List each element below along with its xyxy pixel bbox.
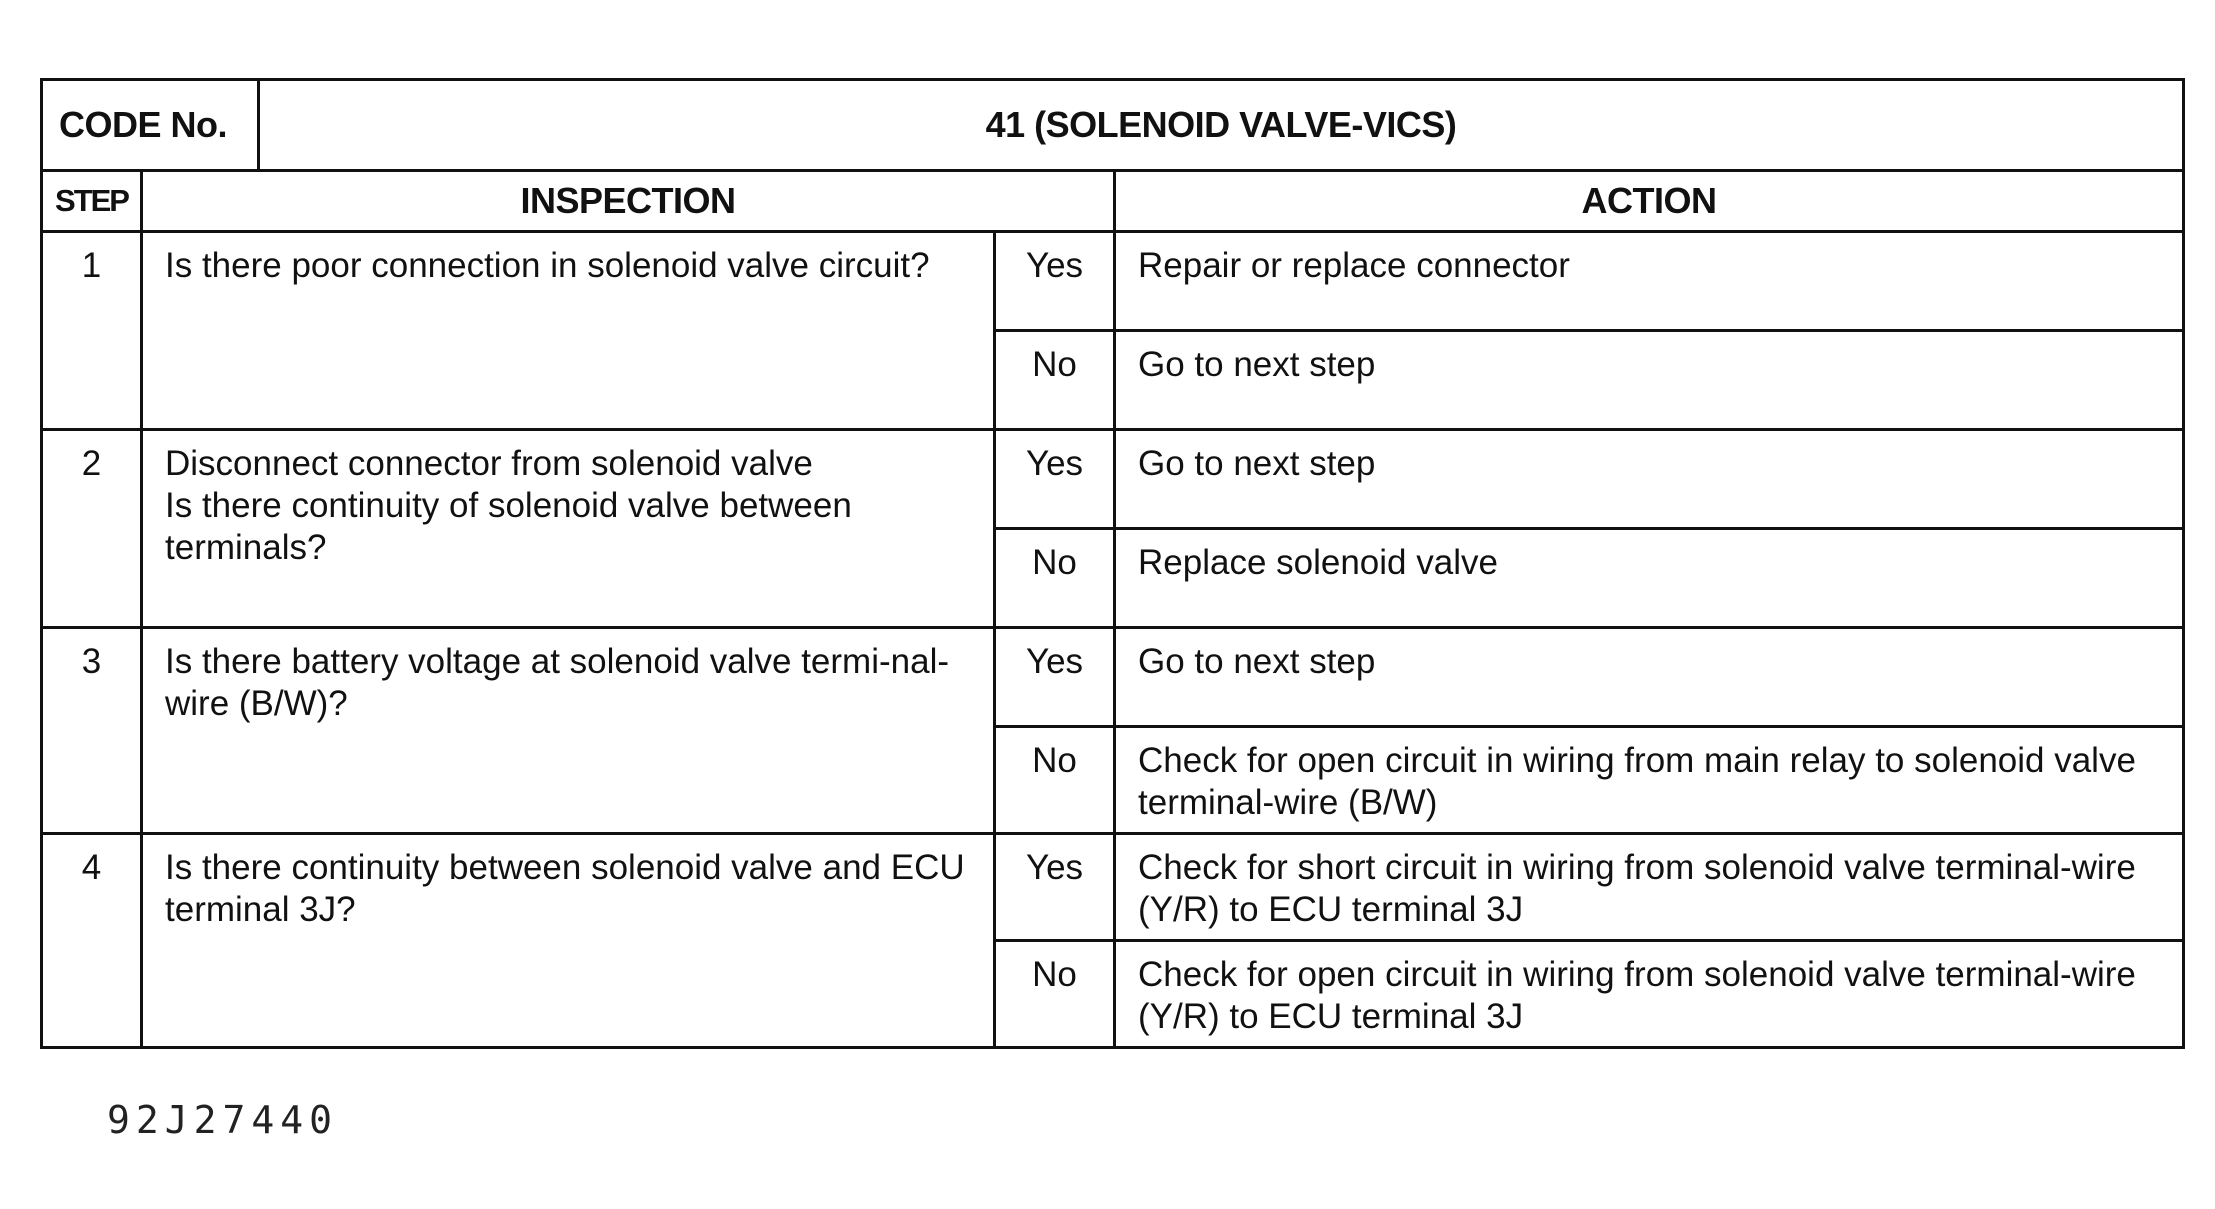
inspection-text: Is there poor connection in solenoid valve circuit? [142,232,995,430]
action-text: Check for short circuit in wiring from solenoid valve terminal-wire (Y/R) to ECU terminal 3J [1115,834,2184,941]
code-number-value: 41 (SOLENOID VALVE-VICS) [259,80,2184,171]
action-text: Check for open circuit in wiring from solenoid valve terminal-wire (Y/R) to ECU terminal 3J [1115,941,2184,1048]
step-number: 1 [42,232,142,430]
step-number: 2 [42,430,142,628]
table-row [42,232,2184,331]
inspection-table [40,169,2185,1049]
answer-yes: Yes [995,628,1115,727]
action-text: Check for open circuit in wiring from main relay to solenoid valve terminal-wire (B/W) [1115,727,2184,834]
action-text: Go to next step [1115,430,2184,529]
step-number: 3 [42,628,142,834]
diagnostic-table-frame [40,78,2185,1049]
answer-no: No [995,727,1115,834]
answer-no: No [995,941,1115,1048]
inspection-text [142,430,995,628]
answer-yes: Yes [995,232,1115,331]
inspection-line: Is there continuity of solenoid valve between terminals? [165,486,852,567]
column-header-row [42,171,2184,232]
action-column-header: ACTION [1115,171,2184,232]
step-number: 4 [42,834,142,1048]
inspection-column-header: INSPECTION [142,171,1115,232]
inspection-text: Is there continuity between solenoid valve and ECU terminal 3J? [142,834,995,1048]
action-text: Repair or replace connector [1115,232,2184,331]
table-row [42,430,2184,529]
table-row [42,628,2184,727]
action-text: Go to next step [1115,331,2184,430]
step-column-header: STEP [42,171,142,232]
action-text: Go to next step [1115,628,2184,727]
answer-yes: Yes [995,430,1115,529]
answer-no: No [995,331,1115,430]
answer-yes: Yes [995,834,1115,941]
table-row [42,834,2184,941]
figure-code: 92J27440 [107,1098,339,1142]
code-header-table [40,78,2185,172]
code-number-label: CODE No. [42,80,259,171]
action-text: Replace solenoid valve [1115,529,2184,628]
answer-no: No [995,529,1115,628]
inspection-text: Is there battery voltage at solenoid valve termi-nal-wire (B/W)? [142,628,995,834]
inspection-line: Disconnect connector from solenoid valve [165,444,813,483]
